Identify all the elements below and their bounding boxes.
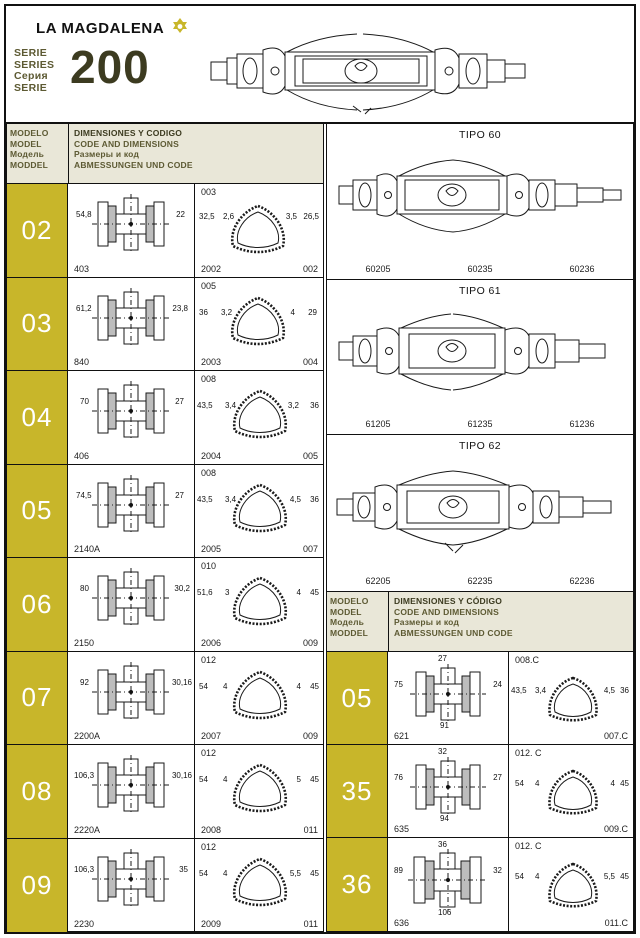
driveshaft-assembly-diagram <box>203 28 623 118</box>
type-code: 60236 <box>569 263 595 274</box>
dim-d: 45 <box>620 872 629 881</box>
type-code: 60235 <box>467 263 493 274</box>
dim-top: 32 <box>438 747 447 756</box>
dim-b: 3,4 <box>225 494 237 504</box>
model-cell: 36 <box>327 838 388 931</box>
tube-code: 2008 <box>201 824 222 835</box>
dim-a: 43,5 <box>197 494 213 504</box>
dim-c: 5,5 <box>603 872 615 881</box>
tube-top-code: 012. C <box>515 748 542 758</box>
model-cell: 03 <box>7 278 68 371</box>
cross-journal-cell <box>388 652 509 744</box>
tube-code: 2005 <box>201 544 222 554</box>
tube-code: 2007 <box>201 731 222 741</box>
tube-top-code: 012. C <box>515 841 542 851</box>
driveshaft-type-60-diagram <box>333 146 629 250</box>
clover-logo-icon <box>168 16 192 40</box>
right-header-model-col <box>327 592 389 651</box>
dim-c: 4 <box>290 307 295 317</box>
model-cell: 07 <box>7 652 68 745</box>
dim-right: 32 <box>493 866 502 875</box>
dim-left: 80 <box>80 584 89 593</box>
dim-c: 5 <box>296 775 301 784</box>
tube-right-code: 002 <box>302 263 318 274</box>
dim-a: 54 <box>515 872 524 881</box>
type-codes <box>327 264 633 274</box>
tube-top-code: 012 <box>201 748 217 758</box>
dim-label-ru: Размеры и код <box>74 149 140 159</box>
cross-journal-cell <box>68 371 195 464</box>
model-label-de: MODDEL <box>330 627 369 638</box>
type-title: TIPO 61 <box>459 284 501 297</box>
model-cell: 05 <box>7 465 68 558</box>
model-label-es: MODELO <box>10 128 49 138</box>
dim-d: 36 <box>310 401 319 410</box>
dim-left: 54,8 <box>76 210 92 219</box>
right-header-dim-col <box>389 592 633 659</box>
tube-right-code: 009 <box>302 731 318 741</box>
cross-code: 635 <box>394 824 410 834</box>
brand-name: LA MAGDALENA <box>36 20 165 37</box>
cross-journal-cell <box>68 558 195 651</box>
dim-label-en: CODE AND DIMENSIONS <box>74 138 180 149</box>
dim-b: 4 <box>535 779 540 788</box>
tube-profile-cell <box>509 838 633 931</box>
dim-a: 54 <box>199 681 208 691</box>
dim-b: 3 <box>225 588 230 597</box>
serie-label-ru: Серия <box>14 70 48 82</box>
tube-profile-cell <box>195 278 323 371</box>
cross-journal-cell <box>68 745 195 838</box>
cross-code: 406 <box>74 450 90 461</box>
tube-right-code: 011 <box>303 824 318 835</box>
dim-b: 4 <box>223 681 228 691</box>
dim-right: 27 <box>175 397 184 406</box>
dim-bottom: 91 <box>440 721 449 730</box>
tube-profile-cell <box>509 652 633 744</box>
cross-code: 636 <box>394 918 410 928</box>
tube-profile-cell <box>195 184 323 277</box>
dim-label-es: DIMENSIONES Y CÓDIGO <box>394 596 503 606</box>
dim-a: 43,5 <box>511 686 527 695</box>
model-cell: 05 <box>327 652 388 744</box>
dim-d: 45 <box>310 868 319 878</box>
tube-code: 2004 <box>201 450 222 461</box>
tube-right-code: 011 <box>303 919 318 929</box>
dim-d: 36 <box>620 686 629 695</box>
serie-label-en: SERIES <box>14 58 55 71</box>
type-code: 62205 <box>365 575 391 586</box>
dim-bottom: 106 <box>438 908 452 917</box>
dim-b: 2,6 <box>223 212 235 221</box>
dim-right: 27 <box>493 773 502 782</box>
left-model-table <box>6 184 324 932</box>
dim-d: 45 <box>310 775 319 784</box>
type-title: TIPO 60 <box>459 129 501 141</box>
cross-code: 403 <box>74 263 90 274</box>
dim-right: 27 <box>175 490 184 500</box>
dim-right: 30,16 <box>171 677 192 687</box>
model-label-de: MODDEL <box>10 159 49 170</box>
dim-top: 36 <box>438 840 447 849</box>
cross-code: 840 <box>74 357 90 367</box>
cross-journal-cell <box>68 278 195 371</box>
dim-a: 36 <box>199 307 208 317</box>
model-label-ru: Модель <box>10 149 45 159</box>
model-cell: 08 <box>7 745 68 838</box>
dim-b: 4 <box>535 872 540 881</box>
tube-profile-cell <box>195 745 323 838</box>
cross-code: 2150 <box>74 637 95 648</box>
type-diagram-panel <box>326 124 634 592</box>
cross-code: 2220A <box>74 824 101 835</box>
dim-d: 45 <box>310 681 319 691</box>
tube-top-code: 012 <box>201 841 217 852</box>
right-model-table <box>326 652 634 932</box>
cross-journal-cell <box>388 745 509 837</box>
model-cell: 02 <box>7 184 68 277</box>
type-code: 60205 <box>365 263 391 274</box>
dim-c: 4 <box>296 681 301 691</box>
model-cell: 06 <box>7 558 68 651</box>
tube-top-code: 003 <box>201 187 217 197</box>
dim-left: 89 <box>394 866 403 875</box>
cross-code: 621 <box>394 731 410 741</box>
series-language-labels <box>14 48 54 94</box>
tube-code: 2006 <box>201 637 222 648</box>
dim-left: 75 <box>394 680 403 689</box>
table-row <box>7 278 323 372</box>
type-block <box>327 435 633 591</box>
tube-profile-cell <box>195 371 323 464</box>
cross-code: 2230 <box>74 919 95 929</box>
table-row <box>7 652 323 746</box>
dim-label-de: ABMESSUNGEN UND CODE <box>394 627 513 638</box>
dim-left: 92 <box>80 677 89 687</box>
dim-d: 26,5 <box>303 212 319 221</box>
dim-b: 4 <box>223 775 228 784</box>
type-title: TIPO 62 <box>459 440 501 452</box>
dim-left: 106,3 <box>74 771 95 780</box>
table-row <box>327 745 633 838</box>
dim-d: 45 <box>620 779 629 788</box>
dim-b: 3,4 <box>225 401 237 410</box>
table-row <box>7 839 323 933</box>
dim-label-de: ABMESSUNGEN UND CODE <box>74 159 193 170</box>
model-label-en: MODEL <box>10 138 42 149</box>
type-code: 61235 <box>467 419 493 429</box>
dim-b: 3,4 <box>535 686 547 695</box>
tube-profile-cell <box>195 652 323 745</box>
table-row <box>7 371 323 465</box>
dim-d: 29 <box>308 307 317 317</box>
dim-right: 22 <box>176 210 185 219</box>
dim-a: 51,6 <box>197 588 213 597</box>
tube-top-code: 005 <box>201 280 217 291</box>
dim-label-es: DIMENSIONES Y CODIGO <box>74 128 183 138</box>
type-block <box>327 124 633 280</box>
tube-top-code: 008 <box>201 374 217 384</box>
tube-right-code: 005 <box>302 450 318 461</box>
serie-label-de: SERIE <box>14 81 48 94</box>
model-label-en: MODEL <box>330 606 362 617</box>
tube-profile-cell <box>195 839 323 933</box>
table-row <box>7 558 323 652</box>
model-cell: 35 <box>327 745 388 837</box>
dim-left: 76 <box>394 773 403 782</box>
model-cell: 09 <box>7 839 68 933</box>
dim-right: 23,8 <box>172 303 188 313</box>
dim-label-ru: Размеры и код <box>394 617 460 627</box>
type-code: 62235 <box>467 575 493 586</box>
type-codes <box>327 419 633 429</box>
left-header-model-col <box>7 124 69 183</box>
table-row <box>7 184 323 278</box>
dim-c: 4,5 <box>289 494 301 504</box>
dim-left: 61,2 <box>76 303 92 313</box>
dim-left: 74,5 <box>76 490 92 500</box>
dim-left: 70 <box>80 397 89 406</box>
type-codes <box>327 576 633 586</box>
type-code: 62236 <box>569 575 595 586</box>
cross-journal-cell <box>388 838 509 931</box>
page-header <box>8 8 632 118</box>
dim-bottom: 94 <box>440 814 449 823</box>
dim-c: 3,2 <box>287 401 299 410</box>
table-row <box>327 652 633 745</box>
cross-journal-cell <box>68 184 195 277</box>
model-label-es: MODELO <box>330 596 369 606</box>
tube-top-code: 008.C <box>515 655 540 665</box>
dim-b: 3,2 <box>221 307 233 317</box>
tube-right-code: 009.C <box>603 824 628 834</box>
dim-c: 4 <box>610 779 615 788</box>
tube-top-code: 010 <box>201 561 217 571</box>
dim-c: 5,5 <box>289 868 301 878</box>
dim-c: 4 <box>296 588 301 597</box>
tube-code: 2003 <box>201 357 222 367</box>
series-number: 200 <box>70 41 150 93</box>
dim-left: 106,3 <box>74 864 95 874</box>
tube-right-code: 011.C <box>604 918 628 928</box>
dim-right: 35 <box>179 864 188 874</box>
cross-code: 2200A <box>74 731 101 741</box>
model-cell: 04 <box>7 371 68 464</box>
dim-right: 30,16 <box>171 771 192 780</box>
tube-right-code: 004 <box>302 357 318 367</box>
driveshaft-type-62-diagram <box>333 457 629 561</box>
tube-code: 2009 <box>201 919 222 929</box>
serie-label-es: SERIE <box>14 47 48 59</box>
dim-d: 45 <box>310 588 319 597</box>
type-code: 61236 <box>569 419 595 429</box>
left-header-dim-col <box>69 124 323 191</box>
cross-journal-cell <box>68 652 195 745</box>
dim-a: 32,5 <box>199 212 215 221</box>
type-code: 61205 <box>365 419 391 429</box>
dim-right: 24 <box>493 680 502 689</box>
right-table-header <box>326 592 634 652</box>
dim-a: 54 <box>199 775 208 784</box>
tube-profile-cell <box>195 465 323 558</box>
table-row <box>7 465 323 559</box>
dim-a: 43,5 <box>197 401 213 410</box>
dim-right: 30,2 <box>174 584 190 593</box>
dim-a: 54 <box>515 779 524 788</box>
model-label-ru: Модель <box>330 617 365 627</box>
tube-right-code: 009 <box>302 637 318 648</box>
dim-b: 4 <box>223 868 228 878</box>
cross-journal-cell <box>68 839 195 933</box>
cross-journal-cell <box>68 465 195 558</box>
dim-label-en: CODE AND DIMENSIONS <box>394 606 500 617</box>
dim-c: 3,5 <box>285 212 297 221</box>
dim-top: 27 <box>438 654 447 663</box>
tube-profile-cell <box>509 745 633 837</box>
table-row <box>7 745 323 839</box>
dim-d: 36 <box>310 494 319 504</box>
tube-top-code: 008 <box>201 467 217 478</box>
tube-right-code: 007.C <box>603 731 628 741</box>
driveshaft-type-61-diagram <box>333 302 629 406</box>
type-block <box>327 280 633 436</box>
left-table-header <box>6 124 324 184</box>
table-row <box>327 838 633 931</box>
cross-code: 2140A <box>74 544 101 554</box>
tube-profile-cell <box>195 558 323 651</box>
dim-a: 54 <box>199 868 208 878</box>
tube-top-code: 012 <box>201 654 217 665</box>
tube-code: 2002 <box>201 263 222 274</box>
tube-right-code: 007 <box>302 544 318 554</box>
dim-c: 4,5 <box>603 686 615 695</box>
